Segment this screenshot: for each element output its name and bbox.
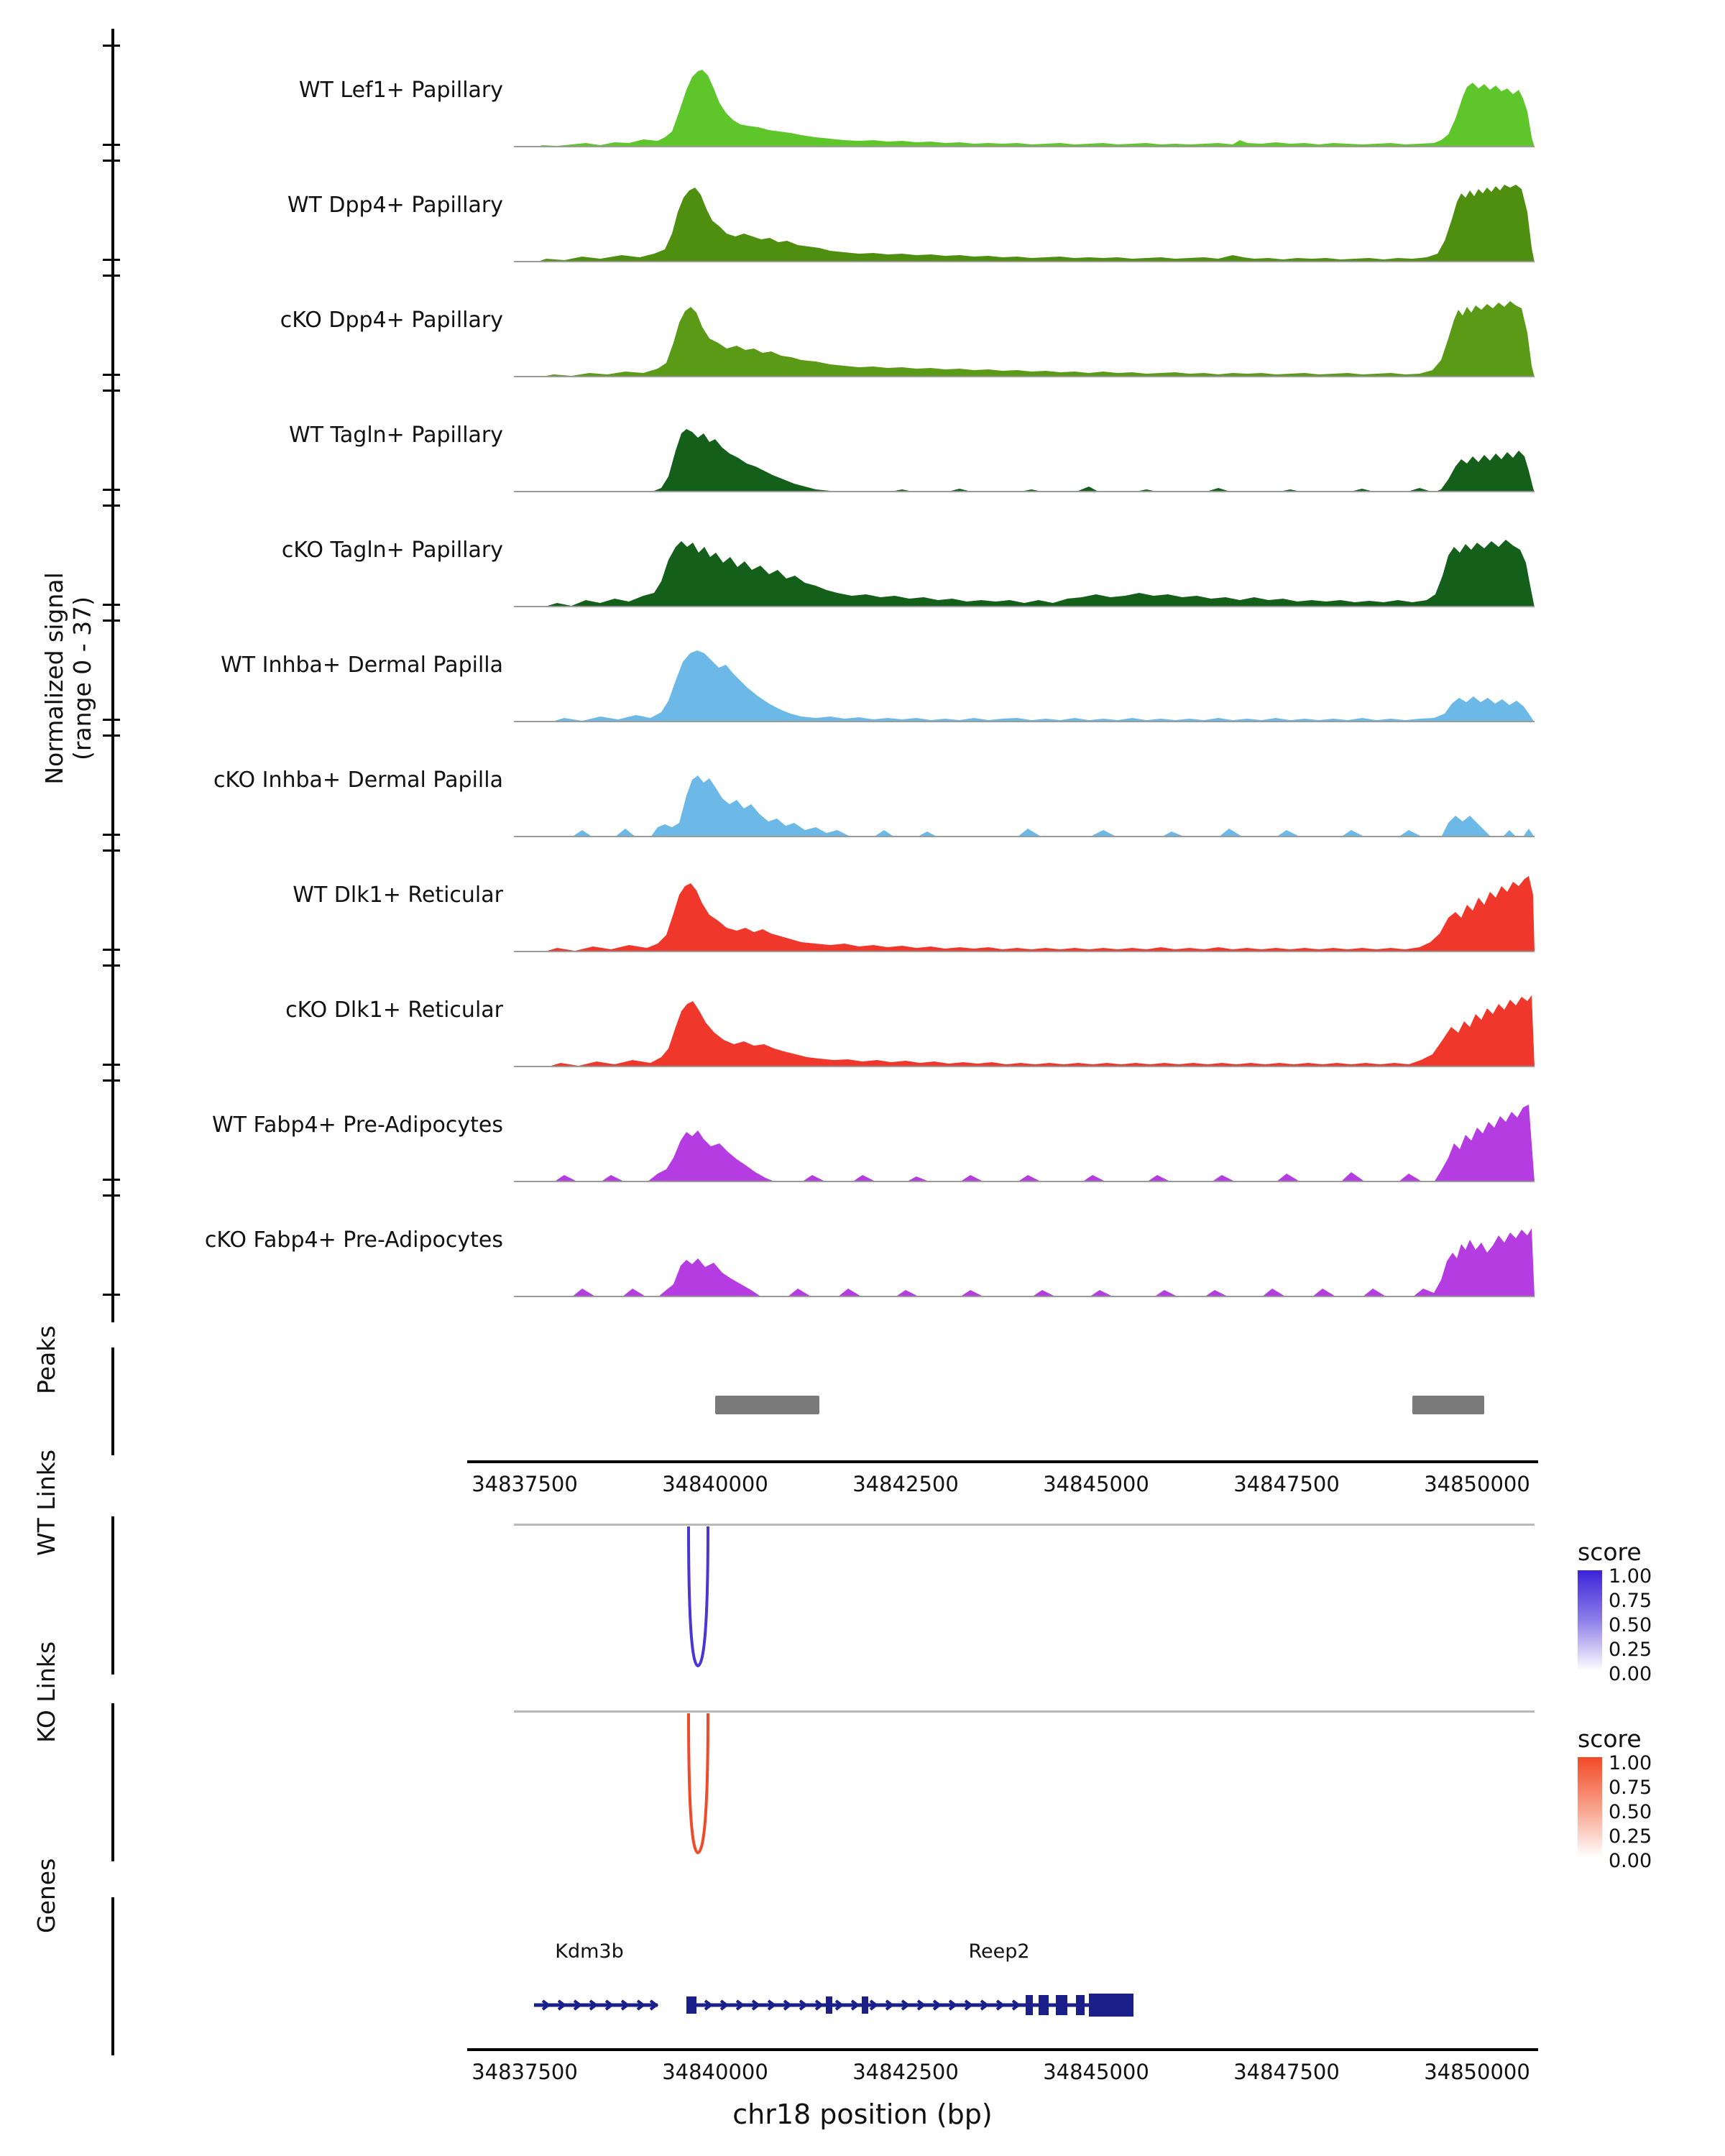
wt-legend-tick-5: 0.00 <box>1609 1663 1652 1685</box>
track-label-wt-tagln-papillary: WT Tagln+ Papillary <box>289 423 503 448</box>
axis-tick <box>103 505 120 507</box>
ko-link-arc <box>514 1710 1535 1861</box>
ko-links-panel-label: KO Links <box>32 1641 60 1743</box>
peak-region-1 <box>715 1396 819 1414</box>
signal-waveform <box>514 528 1535 607</box>
wt-legend-tick-4: 0.25 <box>1609 1639 1652 1661</box>
axis-tick <box>103 144 120 146</box>
xtick-label-1: 34837500 <box>472 1472 578 1496</box>
axis-tick <box>103 275 120 277</box>
signal-track-wt-lef1-papillary <box>514 68 1535 147</box>
signal-axis-label <box>40 499 96 858</box>
signal-waveform <box>514 873 1535 952</box>
wt-link-arc <box>514 1524 1535 1674</box>
wt-links-panel-label: WT Links <box>32 1449 60 1556</box>
axis-tick <box>103 604 120 606</box>
gene-model-kdm3b <box>514 1984 1535 2027</box>
xtick-label-bottom-6: 34850000 <box>1424 2060 1530 2084</box>
signal-waveform <box>514 988 1535 1067</box>
track-label-wt-dpp4-papillary: WT Dpp4+ Papillary <box>287 193 503 218</box>
xtick-label-bottom-3: 34842500 <box>852 2060 959 2084</box>
signal-waveform <box>514 643 1535 722</box>
wt-links-track <box>514 1524 1535 1674</box>
wt-links-baseline <box>514 1524 1535 1526</box>
track-label-cko-tagln-papillary: cKO Tagln+ Papillary <box>281 538 503 563</box>
ko-legend-tick-1: 1.00 <box>1609 1752 1652 1774</box>
track-baseline <box>514 491 1535 492</box>
signal-axis-label-line2: (range 0 - 37) <box>68 596 96 761</box>
axis-tick <box>103 849 120 852</box>
signal-track-cko-dpp4-papillary <box>514 298 1535 377</box>
signal-axis-label-line1: Normalized signal <box>40 572 68 785</box>
wt-legend-gradient <box>1578 1570 1602 1671</box>
track-label-cko-fabp4-pre-adipocytes: cKO Fabp4+ Pre-Adipocytes <box>204 1227 503 1253</box>
ko-legend-title: score <box>1578 1725 1642 1753</box>
signal-track-cko-dlk1-reticular <box>514 988 1535 1067</box>
ko-links-axis-line <box>111 1703 114 1861</box>
wt-legend-tick-2: 0.75 <box>1609 1590 1652 1612</box>
track-baseline <box>514 261 1535 262</box>
signal-waveform <box>514 1103 1535 1182</box>
wt-legend-tick-1: 1.00 <box>1609 1565 1652 1588</box>
axis-tick <box>103 1064 120 1066</box>
track-baseline <box>514 1296 1535 1297</box>
track-baseline <box>514 1181 1535 1182</box>
genes-panel-label: Genes <box>32 1858 60 1933</box>
peaks-panel-label: Peaks <box>32 1325 60 1394</box>
gene-label-reep2: Reep2 <box>968 1940 1030 1963</box>
axis-tick <box>103 489 120 491</box>
ko-legend-tick-4: 0.25 <box>1609 1825 1652 1848</box>
axis-tick <box>103 1194 120 1197</box>
ko-legend-tick-3: 0.50 <box>1609 1801 1652 1823</box>
signal-track-wt-dpp4-papillary <box>514 183 1535 262</box>
xtick-label-2: 34840000 <box>662 1472 768 1496</box>
peaks-axis-line <box>111 1348 114 1455</box>
axis-tick <box>103 834 120 836</box>
ko-links-track <box>514 1710 1535 1861</box>
ko-links-baseline <box>514 1710 1535 1713</box>
xtick-label-5: 34847500 <box>1233 1472 1340 1496</box>
track-baseline <box>514 146 1535 147</box>
ko-legend-tick-2: 0.75 <box>1609 1777 1652 1799</box>
position-axis-top <box>467 1460 1538 1463</box>
track-label-wt-dlk1-reticular: WT Dlk1+ Reticular <box>293 883 503 908</box>
signal-waveform <box>514 183 1535 262</box>
signal-waveform <box>514 68 1535 147</box>
peak-region-2 <box>1412 1396 1484 1414</box>
x-axis-title: chr18 position (bp) <box>732 2099 993 2130</box>
xtick-label-3: 34842500 <box>852 1472 959 1496</box>
genes-axis-line <box>111 1897 114 2055</box>
signal-track-wt-dlk1-reticular <box>514 873 1535 952</box>
gene-track-svg <box>514 1984 1535 2027</box>
ko-legend-gradient <box>1578 1757 1602 1858</box>
axis-tick <box>103 1294 120 1296</box>
xtick-label-bottom-1: 34837500 <box>472 2060 578 2084</box>
track-baseline <box>514 1066 1535 1067</box>
track-label-wt-inhba-dermal-papilla: WT Inhba+ Dermal Papilla <box>221 653 503 678</box>
track-baseline <box>514 376 1535 377</box>
signal-track-cko-inhba-dermal-papilla <box>514 758 1535 837</box>
axis-tick <box>103 390 120 392</box>
xtick-label-bottom-5: 34847500 <box>1233 2060 1340 2084</box>
wt-links-axis-line <box>111 1516 114 1674</box>
track-label-wt-fabp4-pre-adipocytes: WT Fabp4+ Pre-Adipocytes <box>212 1112 503 1138</box>
wt-legend-title: score <box>1578 1538 1642 1566</box>
axis-tick <box>103 160 120 162</box>
signal-track-cko-fabp4-pre-adipocytes <box>514 1218 1535 1297</box>
signal-track-cko-tagln-papillary <box>514 528 1535 607</box>
track-label-cko-dlk1-reticular: cKO Dlk1+ Reticular <box>285 998 503 1023</box>
track-label-wt-lef1-papillary: WT Lef1+ Papillary <box>298 78 503 103</box>
axis-tick <box>103 259 120 261</box>
track-label-cko-inhba-dermal-papilla: cKO Inhba+ Dermal Papilla <box>213 768 503 793</box>
signal-waveform <box>514 758 1535 837</box>
xtick-label-bottom-2: 34840000 <box>662 2060 768 2084</box>
axis-tick <box>103 619 120 622</box>
axis-tick <box>103 734 120 737</box>
signal-waveform <box>514 413 1535 492</box>
axis-tick <box>103 45 120 47</box>
track-label-cko-dpp4-papillary: cKO Dpp4+ Papillary <box>280 308 503 333</box>
axis-tick <box>103 1179 120 1181</box>
signal-waveform <box>514 1218 1535 1297</box>
xtick-label-6: 34850000 <box>1424 1472 1530 1496</box>
ko-legend-tick-5: 0.00 <box>1609 1850 1652 1872</box>
track-baseline <box>514 951 1535 952</box>
gene-label-kdm3b: Kdm3b <box>555 1940 624 1963</box>
axis-tick <box>103 949 120 951</box>
track-baseline <box>514 836 1535 837</box>
axis-tick <box>103 964 120 967</box>
signal-track-wt-tagln-papillary <box>514 413 1535 492</box>
signal-track-wt-inhba-dermal-papilla <box>514 643 1535 722</box>
axis-tick <box>103 374 120 376</box>
signal-waveform <box>514 298 1535 377</box>
position-axis-bottom <box>467 2048 1538 2051</box>
xtick-label-4: 34845000 <box>1043 1472 1149 1496</box>
axis-tick <box>103 719 120 721</box>
track-baseline <box>514 721 1535 722</box>
track-baseline <box>514 606 1535 607</box>
axis-tick <box>103 1079 120 1082</box>
xtick-label-bottom-4: 34845000 <box>1043 2060 1149 2084</box>
wt-legend-tick-3: 0.50 <box>1609 1614 1652 1636</box>
signal-track-wt-fabp4-pre-adipocytes <box>514 1103 1535 1182</box>
